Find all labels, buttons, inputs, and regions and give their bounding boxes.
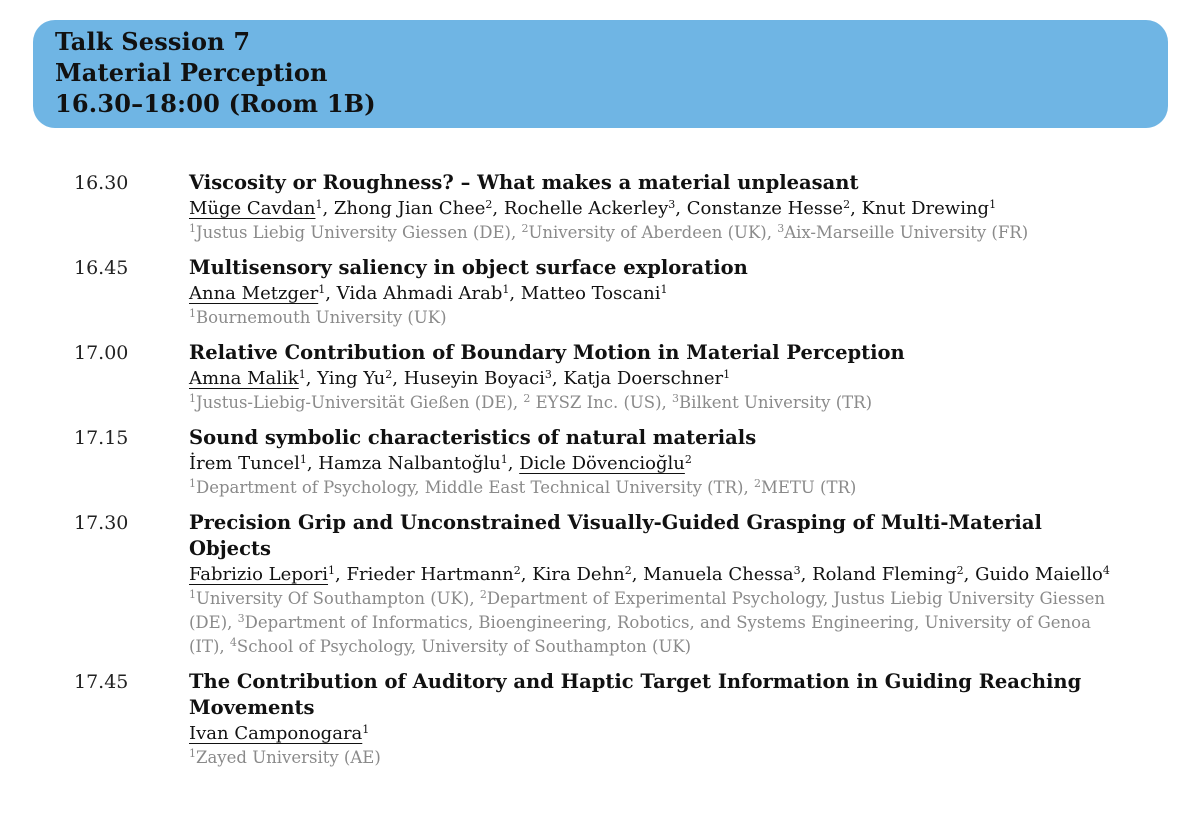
affiliation-name: Zayed University (AE) bbox=[196, 748, 381, 767]
affiliation-marker: 1 bbox=[318, 283, 326, 296]
affiliation-marker: 1 bbox=[298, 368, 306, 381]
presenter-name: Amna Malik bbox=[189, 368, 299, 389]
talk-authors bbox=[189, 451, 1129, 476]
separator: , bbox=[219, 637, 230, 656]
talk-time: 17.45 bbox=[74, 671, 129, 693]
presenter-name: Dicle Dövencioğlu bbox=[519, 453, 685, 474]
author-name: İrem Tuncel bbox=[189, 453, 300, 474]
talk-title: Viscosity or Roughness? – What makes a material unpleasant bbox=[189, 171, 859, 194]
talk-authors bbox=[189, 281, 1129, 306]
affiliation-name: EYSZ Inc. (US) bbox=[530, 393, 662, 412]
separator: , bbox=[963, 564, 976, 585]
affiliation-marker: 1 bbox=[299, 453, 307, 466]
affiliation-number: 2 bbox=[523, 392, 531, 405]
separator: , bbox=[511, 223, 522, 242]
talk-time: 17.00 bbox=[74, 342, 129, 364]
affiliation-name: University of Aberdeen (UK) bbox=[528, 223, 767, 242]
affiliation-name: University Of Southampton (UK) bbox=[196, 589, 470, 608]
affiliation-marker: 3 bbox=[668, 198, 676, 211]
affiliation-name: School of Psychology, University of Southampton (UK) bbox=[236, 637, 692, 656]
talk-entry bbox=[0, 669, 1200, 770]
separator: , bbox=[743, 478, 754, 497]
separator: , bbox=[850, 198, 862, 219]
affiliation-marker: 1 bbox=[723, 368, 731, 381]
talk-list bbox=[0, 170, 1200, 780]
affiliation-name: Department of Psychology, Middle East Technical University (TR) bbox=[196, 478, 744, 497]
affiliation-name: Aix-Marseille University (FR) bbox=[784, 223, 1029, 242]
affiliation-marker: 1 bbox=[660, 283, 668, 296]
talk-content bbox=[189, 255, 1129, 330]
author-name: Hamza Nalbantoğlu bbox=[318, 453, 501, 474]
affiliation-number: 2 bbox=[521, 222, 529, 235]
affiliation-number: 2 bbox=[479, 588, 487, 601]
author-name: Guido Maiello bbox=[975, 564, 1103, 585]
author-name: Katja Doerschner bbox=[563, 368, 724, 389]
talk-authors bbox=[189, 562, 1129, 587]
affiliation-marker: 1 bbox=[328, 564, 336, 577]
separator: , bbox=[509, 283, 521, 304]
affiliation-marker: 1 bbox=[362, 723, 370, 736]
talk-content bbox=[189, 340, 1129, 415]
author-name: Zhong Jian Chee bbox=[333, 198, 486, 219]
affiliation-marker: 3 bbox=[544, 368, 552, 381]
talk-affiliations bbox=[189, 476, 1129, 500]
talk-affiliations bbox=[189, 306, 1129, 330]
separator: , bbox=[492, 198, 504, 219]
author-name: Huseyin Boyaci bbox=[403, 368, 545, 389]
talk-title: The Contribution of Auditory and Haptic Target Information in Guiding Reaching Movements bbox=[189, 670, 1082, 719]
author-name: Roland Fleming bbox=[812, 564, 957, 585]
talk-time: 16.30 bbox=[74, 172, 129, 194]
presenter-name: Ivan Camponogara bbox=[189, 723, 363, 744]
affiliation-number: 1 bbox=[189, 477, 196, 490]
talk-entry bbox=[0, 425, 1200, 500]
affiliation-number: 4 bbox=[229, 636, 237, 649]
affiliation-marker: 1 bbox=[500, 453, 508, 466]
affiliation-number: 1 bbox=[189, 588, 196, 601]
talk-title: Relative Contribution of Boundary Motion in Material Perception bbox=[189, 341, 905, 364]
author-name: Ying Yu bbox=[317, 368, 386, 389]
affiliation-name: Department of Informatics, Bioengineering, Robotics, and Systems Engineering, University of Genoa (IT) bbox=[189, 613, 1091, 656]
separator: , bbox=[512, 393, 524, 412]
separator: , bbox=[335, 564, 347, 585]
separator: , bbox=[227, 613, 238, 632]
session-time-room: 16.30–18:00 (Room 1B) bbox=[55, 89, 376, 118]
session-header bbox=[33, 20, 1168, 128]
affiliation-name: Bournemouth University (UK) bbox=[196, 308, 447, 327]
affiliation-number: 3 bbox=[672, 392, 680, 405]
affiliation-name: Department of Experimental Psychology, Justus Liebig University Giessen (DE) bbox=[189, 589, 1106, 632]
session-topic: Material Perception bbox=[55, 58, 328, 87]
affiliation-number: 1 bbox=[189, 307, 196, 320]
talk-content bbox=[189, 425, 1129, 500]
affiliation-name: METU (TR) bbox=[760, 478, 857, 497]
separator: , bbox=[631, 564, 644, 585]
author-name: Frieder Hartmann bbox=[346, 564, 514, 585]
affiliation-name: Justus-Liebig-Universität Gießen (DE) bbox=[196, 393, 513, 412]
author-name: Vida Ahmadi Arab bbox=[336, 283, 503, 304]
separator: , bbox=[800, 564, 813, 585]
separator: , bbox=[322, 198, 334, 219]
separator: , bbox=[766, 223, 778, 242]
separator: , bbox=[392, 368, 404, 389]
presenter-name: Fabrizio Lepori bbox=[189, 564, 329, 585]
affiliation-marker: 4 bbox=[1102, 564, 1110, 577]
presenter-name: Anna Metzger bbox=[189, 283, 319, 304]
talk-time: 16.45 bbox=[74, 257, 129, 279]
session-number: Talk Session 7 bbox=[55, 27, 251, 56]
separator: , bbox=[305, 368, 318, 389]
separator: , bbox=[551, 368, 564, 389]
talk-affiliations bbox=[189, 587, 1129, 659]
affiliation-marker: 2 bbox=[956, 564, 964, 577]
talk-title: Multisensory saliency in object surface exploration bbox=[189, 256, 748, 279]
talk-content bbox=[189, 510, 1129, 659]
affiliation-marker: 2 bbox=[485, 198, 493, 211]
separator: , bbox=[661, 393, 673, 412]
talk-time: 17.30 bbox=[74, 512, 129, 534]
separator: , bbox=[520, 564, 533, 585]
affiliation-marker: 1 bbox=[989, 198, 997, 211]
separator: , bbox=[469, 589, 480, 608]
talk-entry bbox=[0, 170, 1200, 245]
separator: , bbox=[325, 283, 337, 304]
affiliation-marker: 1 bbox=[502, 283, 510, 296]
affiliation-number: 1 bbox=[189, 392, 196, 405]
affiliation-marker: 2 bbox=[513, 564, 521, 577]
affiliation-marker: 3 bbox=[793, 564, 801, 577]
presenter-name: Müge Cavdan bbox=[189, 198, 316, 219]
talk-affiliations bbox=[189, 221, 1129, 245]
affiliation-marker: 2 bbox=[385, 368, 393, 381]
talk-entry bbox=[0, 340, 1200, 415]
author-name: Rochelle Ackerley bbox=[503, 198, 669, 219]
author-name: Manuela Chessa bbox=[643, 564, 794, 585]
affiliation-name: Justus Liebig University Giessen (DE) bbox=[196, 223, 511, 242]
affiliation-number: 3 bbox=[237, 612, 245, 625]
affiliation-marker: 1 bbox=[315, 198, 323, 211]
separator: , bbox=[675, 198, 687, 219]
affiliation-number: 2 bbox=[753, 477, 761, 490]
affiliation-marker: 2 bbox=[624, 564, 632, 577]
affiliation-number: 1 bbox=[189, 222, 196, 235]
talk-affiliations bbox=[189, 746, 1129, 770]
talk-content bbox=[189, 170, 1129, 245]
talk-title: Sound symbolic characteristics of natural materials bbox=[189, 426, 757, 449]
talk-entry bbox=[0, 255, 1200, 330]
talk-entry bbox=[0, 510, 1200, 659]
talk-affiliations bbox=[189, 391, 1129, 415]
author-name: Constanze Hesse bbox=[686, 198, 844, 219]
author-name: Knut Drewing bbox=[861, 198, 990, 219]
author-name: Matteo Toscani bbox=[520, 283, 661, 304]
affiliation-number: 1 bbox=[189, 747, 196, 760]
talk-authors bbox=[189, 366, 1129, 391]
author-name: Kira Dehn bbox=[532, 564, 625, 585]
separator: , bbox=[507, 453, 520, 474]
separator: , bbox=[306, 453, 319, 474]
talk-time: 17.15 bbox=[74, 427, 129, 449]
affiliation-marker: 2 bbox=[684, 453, 692, 466]
talk-title: Precision Grip and Unconstrained Visually-Guided Grasping of Multi-Material Objects bbox=[189, 511, 1042, 560]
talk-authors bbox=[189, 721, 1129, 746]
affiliation-name: Bilkent University (TR) bbox=[679, 393, 873, 412]
affiliation-number: 3 bbox=[777, 222, 785, 235]
talk-authors bbox=[189, 196, 1129, 221]
talk-content bbox=[189, 669, 1129, 770]
affiliation-marker: 2 bbox=[843, 198, 851, 211]
